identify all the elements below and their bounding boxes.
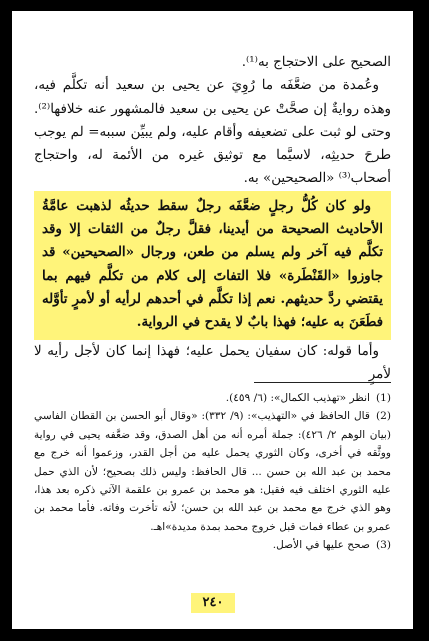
book-page xyxy=(12,11,413,629)
footnote-3 xyxy=(34,536,391,554)
paragraph-2: وعُمدة من ضعَّفَه ما رُوِيَ عن يحيى بن سعيد أنه تكلَّم فيه، وهذه روايةٌ إن صحَّتْ عن يحيى بن سعيد فالمشهور عنه خلافها⁽²⁾. وحتى لو ثبت على تضعيفه وأقام عليه، ولم يبيِّن سببه= لم يوجب طرحَ حديثِه، لاسيَّما مع توثيق غيره من الأئمة له، واحتجاج أصحاب⁽³⁾ «الصحيحين» به. xyxy=(34,78,391,187)
footnote-number: (2) xyxy=(375,410,391,423)
footnote-1 xyxy=(34,389,391,407)
footnote-separator xyxy=(254,382,391,383)
paragraph-1: الصحيح على الاحتجاج به⁽¹⁾. xyxy=(241,55,391,70)
footnote-number: (3) xyxy=(375,539,391,552)
footnote-number: (1) xyxy=(375,392,391,404)
highlighted-paragraph: ولو كان كُلُّ رجلٍ ضعَّفَه رجلٌ سقط حديثُه لذهبت عامَّةُ الأحاديث الصحيحة من أيدينا، فقلَّ رجلٌ من الثقات إلا وقد تكلَّم فيه آخر ولم يسلم من طعن، ورجال «الصحيحين» قد جاوزوا «القَنْطَرة» فلا التفاتَ إلى كلام من تكلَّم فيهم بما يقتضي ردَّ حديثهم. نعم إذا تكلَّم في أحدهم لرأيه أو لأمرٍ تأوَّله فطَعَنَ به عليه؛ فهذا بابٌ لا يقدح في الرواية. xyxy=(34,191,391,340)
footnote-text: قال الحافظ في «التهذيب»: (٩/ ٣٣٢): «وقال أبو الحسن بن القطان الفاسي (بيان الوهم ٢/ ٤٢٦): جملة أمره أنه من أهل الصدق، وقد ضعَّفه يحيى في رواية ووثَّقه في أخرى، وكان الثوري يحمل عليه من أجل القدر، وزعموا أنه خرج مع محمد بن عبد الله بن حسن ... قال الحافظ: وليس ذلك بصحيح؛ لأن الذي حمل عليه الثوري اختلف فيه فقيل: هو محمد بن عمرو بن علقمة الآتي ذكره بعد هذا، وهو الذي خرج مع محمد بن عبد الله بن حسن؛ لأنه تأخرت وفاته. فأما محمد بن عمرو بن عطاء فمات قبل خروج محمد بمدة مديدة»اهـ. xyxy=(34,410,391,533)
paragraph-4: وأما قوله: كان سفيان يحمل عليه؛ فهذا إنما كان لأجل رأيه لا لأمرٍ xyxy=(34,343,391,382)
footnote-text: صحح عليها في الأصل. xyxy=(272,539,370,552)
footnote-text: انظر «تهذيب الكمال»: (٦/ ٤٥٩). xyxy=(225,392,370,404)
footnotes xyxy=(34,389,391,555)
main-text xyxy=(34,51,391,386)
page-number: ٢٤٠ xyxy=(191,593,235,613)
footnote-2 xyxy=(34,407,391,536)
